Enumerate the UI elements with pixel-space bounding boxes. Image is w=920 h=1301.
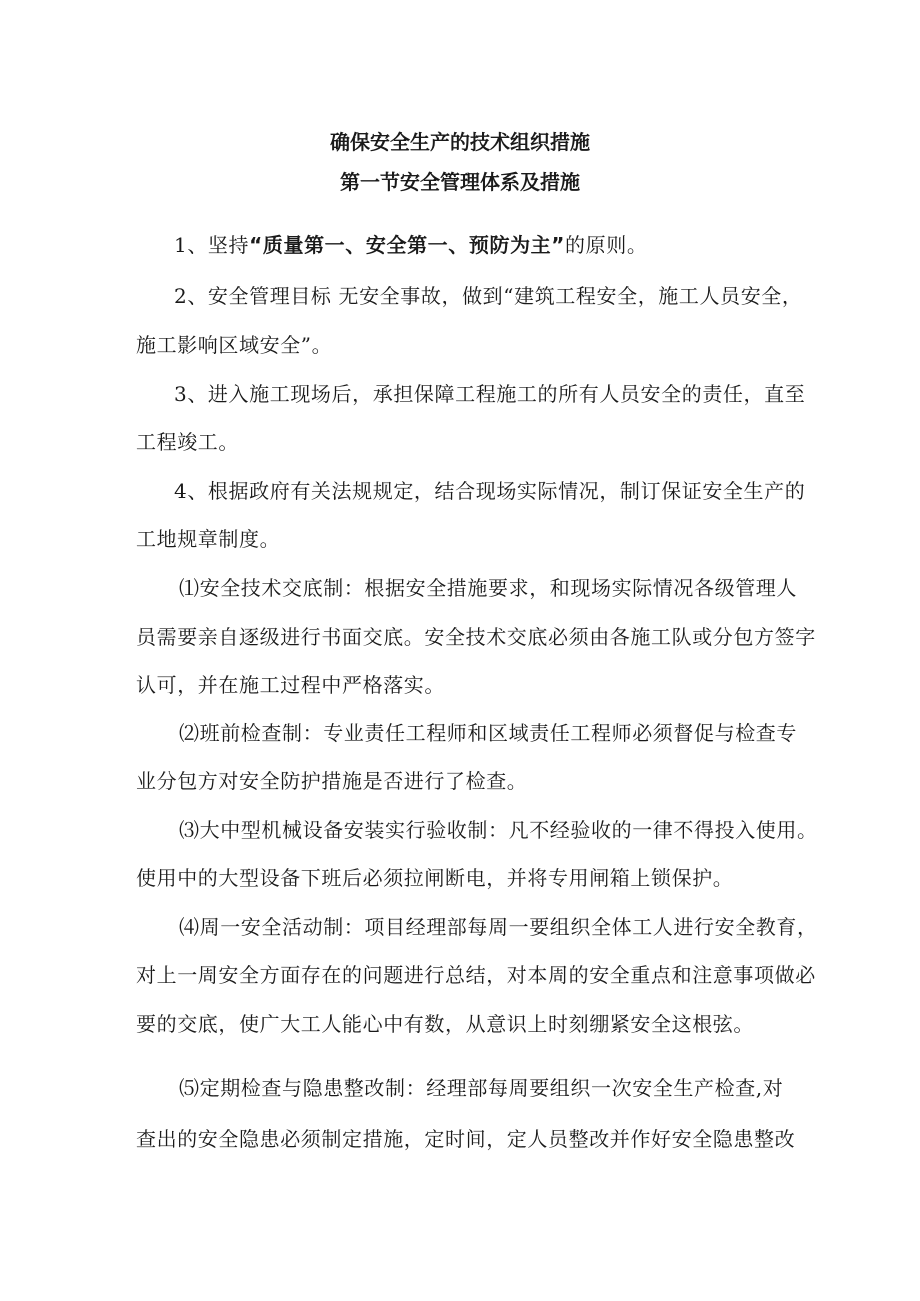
paragraph-1-lead: 1、坚持 xyxy=(174,233,250,257)
paragraph-1-tail: 的原则。 xyxy=(565,233,648,257)
item-1-line-1: ⑴安全技术交底制：根据安全措施要求，和现场实际情况各级管理人 xyxy=(179,576,797,600)
section-title: 第一节安全管理体系及措施 xyxy=(340,170,580,194)
item-1-line-3: 认可，并在施工过程中严格落实。 xyxy=(136,673,445,697)
paragraph-1-slogan: “质量第一、安全第一、预防为主” xyxy=(249,233,566,257)
item-3-line-2: 使用中的大型设备下班后必须拉闸断电，并将专用闸箱上锁保护。 xyxy=(136,866,734,890)
paragraph-4-line-1: 4、根据政府有关法规规定，结合现场实际情况，制订保证安全生产的 xyxy=(174,479,806,503)
paragraph-2-line-1: 2、安全管理目标 无安全事故，做到“建筑工程安全，施工人员安全， xyxy=(174,284,803,308)
item-5-line-1: ⑸定期检查与隐患整改制：经理部每周要组织一次安全生产检查,对 xyxy=(179,1076,784,1100)
item-4-line-1: ⑷周一安全活动制：项目经理部每周一要组织全体工人进行安全教育， xyxy=(179,915,818,939)
paragraph-1 xyxy=(174,232,647,258)
paragraph-4-line-2: 工地规章制度。 xyxy=(136,527,281,551)
item-2-line-2: 业分包方对安全防护措施是否进行了检查。 xyxy=(136,769,528,793)
document-title: 确保安全生产的技术组织措施 xyxy=(330,130,590,154)
item-3-line-1: ⑶大中型机械设备安装实行验收制：凡不经验收的一律不得投入使用。 xyxy=(179,818,818,842)
item-2-line-1: ⑵班前检查制：专业责任工程师和区域责任工程师必须督促与检查专 xyxy=(179,721,797,745)
paragraph-3-line-1: 3、进入施工现场后，承担保障工程施工的所有人员安全的责任，直至 xyxy=(174,382,806,406)
paragraph-2-line-2: 施工影响区域安全”。 xyxy=(136,333,333,357)
item-1-line-2: 员需要亲自逐级进行书面交底。安全技术交底必须由各施工队或分包方签字 xyxy=(136,625,816,649)
item-4-line-3: 要的交底，使广大工人能心中有数，从意识上时刻绷紧安全这根弦。 xyxy=(136,1012,754,1036)
item-4-line-2: 对上一周安全方面存在的问题进行总结，对本周的安全重点和注意事项做必 xyxy=(136,963,816,987)
paragraph-3-line-2: 工程竣工。 xyxy=(136,430,239,454)
item-5-line-2: 查出的安全隐患必须制定措施，定时间，定人员整改并作好安全隐患整改 xyxy=(136,1127,796,1151)
